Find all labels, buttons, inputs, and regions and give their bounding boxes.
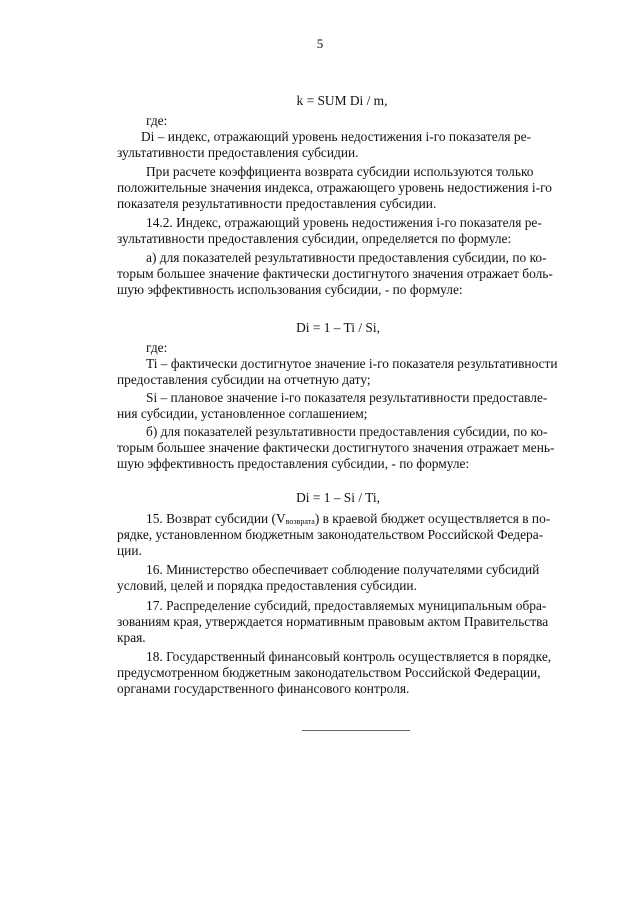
text-line: шую эффективность использования субсидии, - по формуле:: [117, 282, 463, 297]
text-line: зованиям края, утверждается нормативным правовым актом Правительства: [117, 614, 549, 629]
text-line: а) для показателей результативности предоставления субсидии, по ко-: [146, 250, 547, 265]
page-number: 5: [316, 36, 324, 51]
text-line: предусмотренном бюджетным законодательством Российской Федерации,: [117, 665, 541, 680]
text-line: предоставления субсидии на отчетную дату;: [117, 372, 371, 387]
text-line: рядке, установленном бюджетным законодательством Российской Федера-: [117, 527, 544, 542]
text-line: зультативности предоставления субсидии.: [117, 145, 359, 160]
text-line: положительные значения индекса, отражающего уровень недостижения i-го: [117, 180, 552, 195]
text-line: Ti – фактически достигнутое значение i-го показателя результативности: [146, 356, 558, 371]
text-line: ции.: [117, 543, 142, 558]
text-line: где:: [146, 340, 168, 355]
formula-d-b: Di = 1 – Si / Ti,: [296, 490, 380, 505]
text-line: Di – индекс, отражающий уровень недостижения i-го показателя ре-: [141, 129, 531, 144]
text-line: торым большее значение фактически достигнутого значения отражает боль-: [117, 266, 553, 281]
text-line: торым большее значение фактически достигнутого значения отражает мень-: [117, 440, 555, 455]
text-line: Si – плановое значение i-го показателя результативности предоставле-: [146, 390, 548, 405]
text-line: ния субсидии, установленное соглашением;: [117, 406, 368, 421]
formula-d-a: Di = 1 – Ti / Si,: [296, 320, 380, 335]
text-line: При расчете коэффициента возврата субсидии используются только: [146, 164, 534, 179]
text-line: шую эффективность предоставления субсидии, - по формуле:: [117, 456, 470, 471]
p15-start: 15. Возврат субсидии (V: [146, 511, 286, 526]
text-line: зультативности предоставления субсидии, определяется по формуле:: [117, 231, 512, 246]
text-line: б) для показателей результативности предоставления субсидии, по ко-: [146, 424, 548, 439]
text-line: 18. Государственный финансовый контроль осуществляется в порядке,: [146, 649, 552, 664]
text-line: края.: [117, 630, 146, 645]
p15-end: ) в краевой бюджет осуществляется в по-: [314, 511, 551, 526]
formula-k: k = SUM Di / m,: [296, 93, 388, 108]
text-line: органами государственного финансового контроля.: [117, 681, 410, 696]
text-line: где:: [146, 113, 168, 128]
text-line: 14.2. Индекс, отражающий уровень недостижения i-го показателя ре-: [146, 215, 542, 230]
text-line: 16. Министерство обеспечивает соблюдение получателями субсидий: [146, 562, 540, 577]
separator-line: [302, 730, 410, 731]
paragraph-15: [117, 511, 640, 527]
p15-subscript: возврата: [285, 517, 315, 526]
text-line: 17. Распределение субсидий, предоставляемых муниципальным обра-: [146, 598, 547, 613]
text-line: показателя результативности предоставления субсидии.: [117, 196, 437, 211]
text-line: условий, целей и порядка предоставления субсидии.: [117, 578, 417, 593]
